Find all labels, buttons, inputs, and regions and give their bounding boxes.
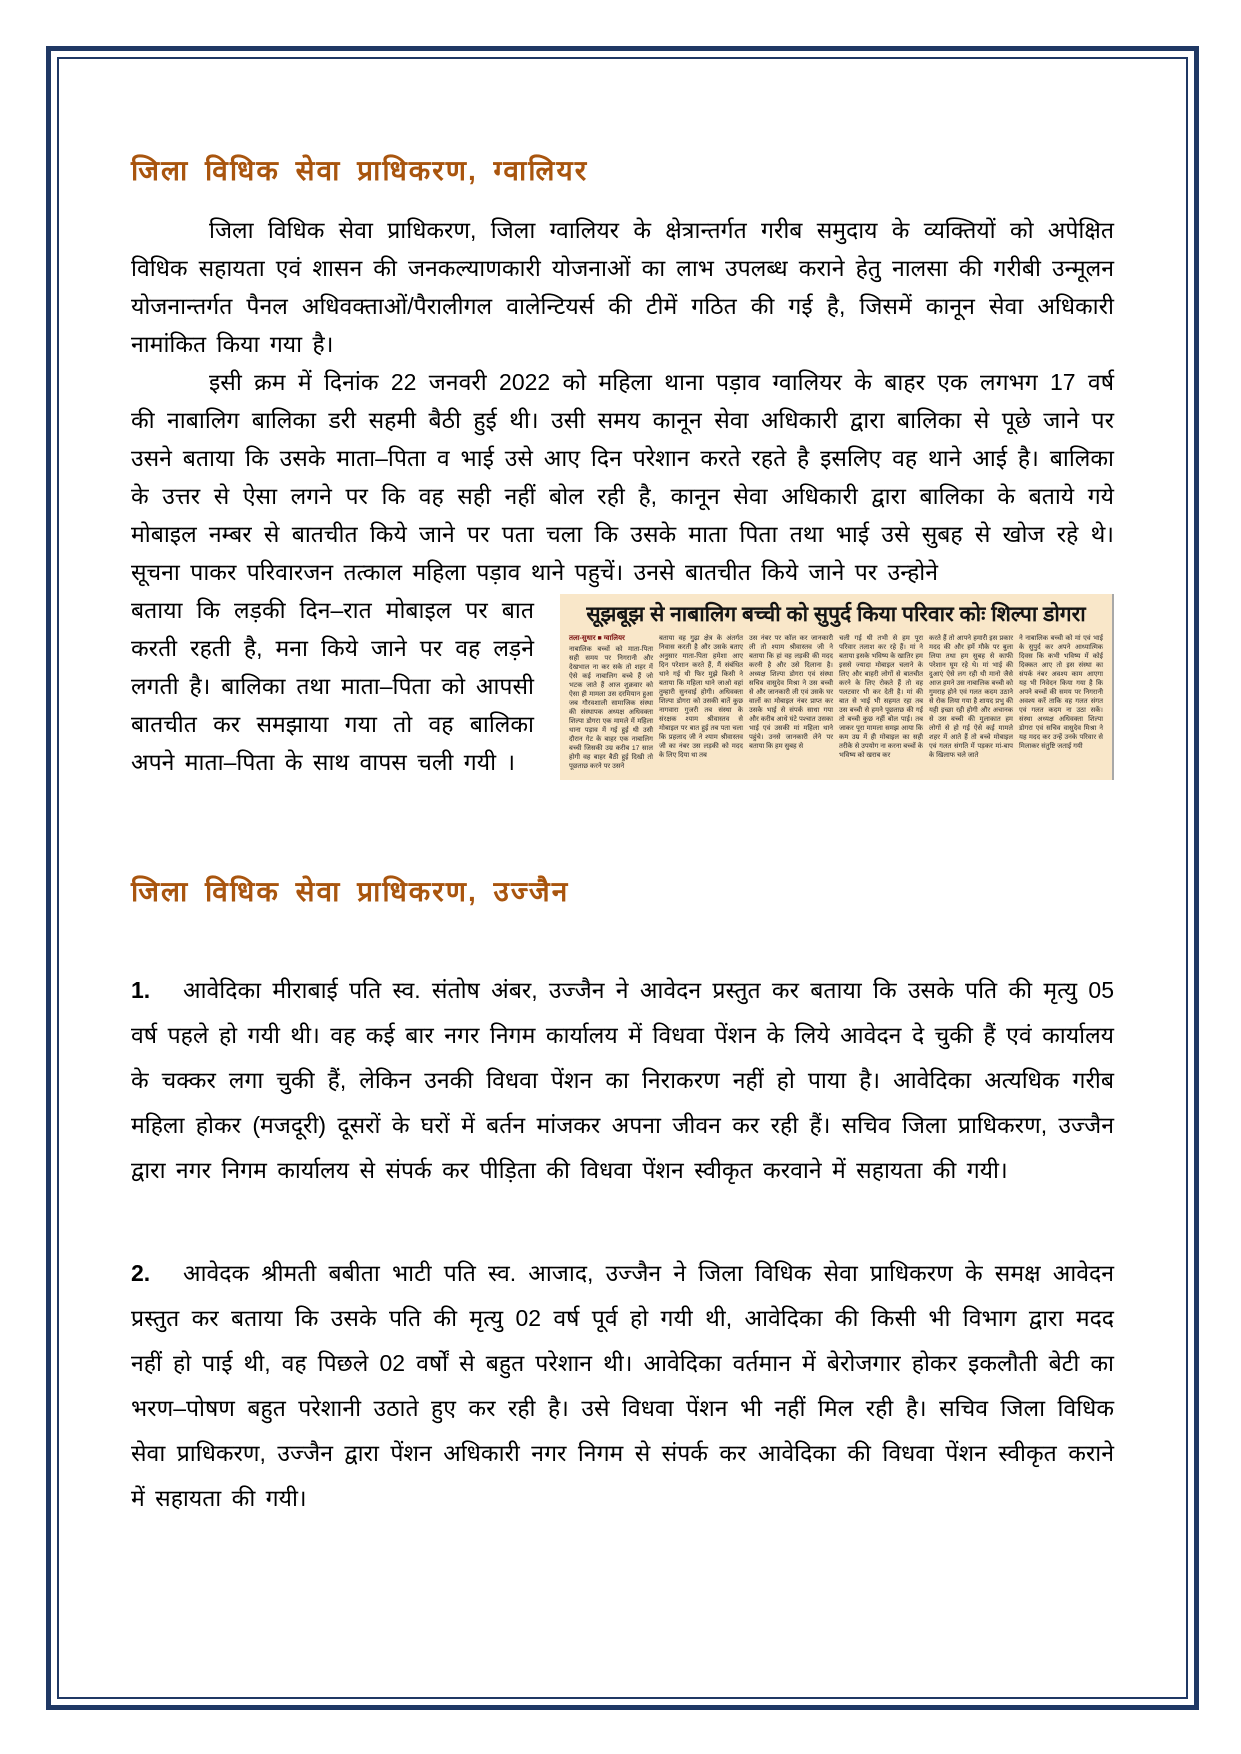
ujjain-case-item-1 <box>131 968 1114 1193</box>
case-2-text: आवेदक श्रीमती बबीता भाटी पति स्व. आजाद, उज्जैन ने जिला विधिक सेवा प्राधिकरण के समक्ष आवेदन प्रस्तुत कर बताया कि उसके पति की मृत्यु 02 वर्ष पूर्व हो गयी थी, आवेदिका की किसी भी विभाग द्वारा मदद नहीं हो पाई थी, वह पिछले 02 वर्षों से बहुत परेशान थी। आवेदिका वर्तमान में बेरोजगार होकर इकलौती बेटी का भरण–पोषण बहुत परेशानी उठाते हुए कर रही है। उसे विधवा पेंशन भी नहीं मिल रही है। सचिव जिला विधिक सेवा प्राधिकरण, उज्जैन द्वारा पेंशन अधिकारी नगर निगम से संपर्क कर आवेदिका की विधवा पेंशन स्वीकृत कराने में सहायता की गयी। <box>131 1260 1114 1511</box>
case-1-number: 1. <box>131 977 151 1003</box>
gwalior-paragraph-1: जिला विधिक सेवा प्राधिकरण, जिला ग्वालियर के क्षेत्रान्तर्गत गरीब समुदाय के व्यक्तियों को अपेक्षित विधिक सहायता एवं शासन की जनकल्याणकारी योजनाओं का लाभ उपलब्ध कराने हेतु नालसा की गरीबी उन्मूलन योजनान्तर्गत पैनल अधिवक्ताओं/पैरालीगल वालेन्टियर्स की टीमें गठित की गई है, जिसमें कानून सेवा अधिकारी नामांकित किया गया है। <box>131 217 1114 357</box>
newspaper-column-5: करते हैं तो आपने हमारी इस प्रकार मदद की और हमें मौके पर बुला लिया तथा हम सुबह से काफी परेशान घूम रहे थे। मां भाई की दुआएं ऐसे लग रही थी मानो जैसे आज हमने उस नाबालिक बच्ची को गुमराह होने एवं गलत कदम उठाने से रोक लिया गया है शायद प्रभु की यही इच्छा रही होगी और अचानक से उस बच्ची की मुलाकात हम लोगों से हो गई ऐसे कई मामले शहर में आते हैं तो बच्चे मोबाइल एवं गलत संगति में पड़कर मां-बाप के खिलाफ चले जाते <box>929 635 1013 759</box>
gwalior-paragraph-2-wrap <box>131 591 1114 788</box>
newspaper-column-1-text: नाबालिक बच्चों को माता-पिता सही समय पर निगरानी और देखभाल ना कर सके तो शहर में ऐसे कई नाबालिग बच्चे हैं जो भटक जाते हैं आज शुक्रवार को ऐसा ही मामला उस दरमियान हुआ जब गौरवशाली सामाजिक संस्था की संस्थापक अध्यक्ष अधिवक्ता शिल्पा डोगरा एक मामले में महिला थाना पड़ाव में गई हुई थी उसी दौरान गेट के बाहर एक नाबालिग बच्ची जिसकी उम्र करीब 17 साल होगी वह बाहर बैठी हुई दिखी तो पूछताछ करने पर उसने <box>569 646 653 770</box>
newspaper-column-4: चली गई थी तभी से हम पूरा परिवार तलाश कर रहे हैं। मां ने बताया इसके भविष्य के खातिर हम इससे ज्यादा मोबाइल चलाने के लिए और बाहरी लोगों से बातचीत करने के लिए रोकते हैं तो वह पलटवार भी कर देती है। मां की बात से भाई भी सहमत रहा तब उस बच्ची से हमने पूछताछ की गई तो बच्ची कुछ नहीं बोल पाई। तब जाकर पूरा मामला समझ आया कि कम उम्र में ही मोबाइल का सही तरीके से उपयोग ना करना बच्चों के भविष्य को खराब कर <box>839 635 923 759</box>
ujjain-case-item-2 <box>131 1251 1114 1521</box>
newspaper-clipping <box>560 594 1114 780</box>
gwalior-paragraph-2-continued: बताया कि लड़की दिन–रात मोबाइल पर बात करती रहती है, मना किये जाने पर वह लड़ने लगती है। बालिका तथा माता–पिता को आपसी बातचीत कर समझाया गया तो वह बालिका अपने माता–पिता के साथ वापस चली गयी । <box>131 597 534 775</box>
gwalior-paragraph-2: इसी क्रम में दिनांक 22 जनवरी 2022 को महिला थाना पड़ाव ग्वालियर के बाहर एक लगभग 17 वर्ष की नाबालिग बालिका डरी सहमी बैठी हुई थी। उसी समय कानून सेवा अधिकारी द्वारा बालिका से पूछे जाने पर उसने बताया कि उसके माता–पिता व भाई उसे आए दिन परेशान करते रहते है इसलिए वह थाने आई है। बालिका के उत्तर से ऐसा लगने पर कि वह सही नहीं बोल रही है, कानून सेवा अधिकारी द्वारा बालिका के बताये गये मोबाइल नम्बर से बातचीत किये जाने पर पता चला कि उसके माता पिता तथा भाई उसे सुबह से खोज रहे थे। सूचना पाकर परिवारजन तत्काल महिला पड़ाव थाने पहुचें। उनसे बातचीत किये जाने पर उन्होने <box>131 369 1114 585</box>
newspaper-headline: सूझबूझ से नाबालिग बच्ची को सुपुर्द किया परिवार कोः शिल्पा डोगरा <box>586 603 1086 626</box>
case-1-text: आवेदिका मीराबाई पति स्व. संतोष अंबर, उज्जैन ने आवेदन प्रस्तुत कर बताया कि उसके पति की मृत्यु 05 वर्ष पहले हो गयी थी। वह कई बार नगर निगम कार्यालय में विधवा पेंशन के लिये आवेदन दे चुकी हैं एवं कार्यालय के चक्कर लगा चुकी हैं, लेकिन उनकी विधवा पेंशन का निराकरण नहीं हो पाया है। आवेदिका अत्यधिक गरीब महिला होकर (मजदूरी) दूसरों के घरों में बर्तन मांजकर अपना जीवन कर रही हैं। सचिव जिला प्राधिकरण, उज्जैन द्वारा नगर निगम कार्यालय से संपर्क कर पीड़िता की विधवा पेंशन स्वीकृत करवाने में सहायता की गयी। <box>131 977 1114 1183</box>
newspaper-columns <box>569 634 1103 771</box>
gwalior-section-heading: जिला विधिक सेवा प्राधिकरण, ग्वालियर <box>131 155 589 186</box>
newspaper-byline: तला-सुधार ■ ग्वालियर <box>569 635 625 642</box>
ujjain-section-heading: जिला विधिक सेवा प्राधिकरण, उज्जैन <box>131 876 570 907</box>
case-2-number: 2. <box>131 1260 151 1286</box>
newspaper-column-6: ने नाबालिक बच्ची को मां एवं भाई के सुपुर्द कर अपने आध्यात्मिक दिवस कि कभी भविष्य में कोई दिक्कत आए तो इस संस्था का संपर्क नंबर अवश्य काम आएगा यह भी निवेदन किया गया है कि अपने बच्चों की समय पर निगरानी अवश्य करें ताकि वह गलत संगत एवं गलत कदम ना उठा सकें। संस्था अध्यक्ष अधिवक्ता शिल्पा डोगरा एवं सचिव वासुदेव मिश्रा ने यह मदद कर उन्हें उनके परिवार से मिलाकर संतुष्टि जताई गयी <box>1019 635 1103 750</box>
newspaper-column-2: बताया वह गुढ़ा क्षेत्र के अंतर्गत निवास करती है और उसके बताए अनुसार माता-पिता हमेशा आए दिन परेशान करते हैं, मैं संबंधित थाने गई थी फिर मुझे किसी ने बताया कि महिला थाने जाओ वहां तुम्हारी सुनवाई होगी। अधिवक्ता शिल्पा डोगरा को उसकी बातें कुछ नागवारा गुजरी तब संस्था के संरक्षक श्याम श्रीवास्तव से मोबाइल पर बात हुई तब पता चला कि प्रहलाद जी ने श्याम श्रीवास्तव जी का नंबर उस लड़की को मदद के लिए दिया था तब <box>659 635 743 759</box>
page-content <box>59 59 1186 1697</box>
newspaper-column-3: उस नंबर पर कॉल कर जानकारी ली तो श्याम श्रीवास्तव जी ने बताया कि हां वह लड़की की मदद करनी है और उसे दिलाना है। अध्यक्ष शिल्पा डोगरा एवं संस्था सचिव वासुदेव मिश्रा ने उस बच्ची से और जानकारी ली एवं उसके घर वालों का मोबाइल नंबर प्राप्त कर उसके भाई से संपर्क साधा गया और करीब आधे घंटे पश्चात उसका भाई एवं उसकी मां महिला थाने पहुंचे। उनसे जानकारी लेने पर बताया कि हम सुबह से <box>749 635 833 750</box>
newspaper-column-1 <box>569 634 653 771</box>
